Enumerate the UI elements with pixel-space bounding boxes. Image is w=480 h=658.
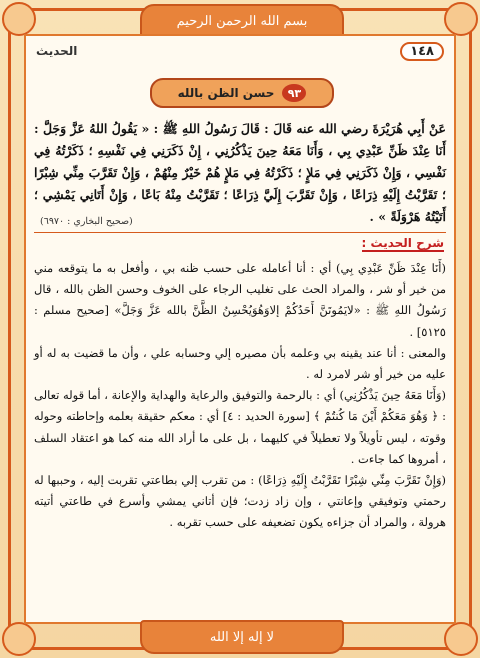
explanation-paragraph: (وَإِنْ تَقَرَّبَ مِنِّي شِبْرًا تَقَرَّبْتُ إِلَيْهِ ذِرَاعًا) : من تقرب إلي بطاعتي تقربت إليه ، وحببها له رحمتي وتوفيقي وإعانتي ، وإن زاد زدت؛ فإن أتاني يمشي وأسرع في طاعتي أتيته هرولة ، والمراد أن جزاءه يكون تضعيفه على حسب تقربه . [34, 473, 446, 530]
hadith-source: (صحيح البخاري : ٦٩٧٠) [40, 216, 133, 227]
section-name: الحديث [36, 44, 78, 58]
explanation-body [34, 258, 446, 534]
divider [34, 232, 446, 233]
page-header [36, 40, 444, 62]
corner-ornament [444, 622, 478, 656]
explanation-paragraph: (وَأَنَا مَعَهُ حِينَ يَذْكُرُنِي) أي : بالرحمة والتوفيق والرعاية والهداية والإعانة ، أما قوله تعالى : ﴿ وَهُوَ مَعَكُمْ أَيْنَ مَا كُنتُمْ ﴾ [سورة الحديد : ٤] أي : معكم حقيقة بعلمه وإحاطته وحوله وقوته ، ليس تأويلاً ولا تعطيلاً في كليهما ، بل على ما أراد الله منه كما هو اعتقاد السلف ، أمروها كما جاءت . [34, 388, 446, 466]
hadith-text: عَنْ أَبِي هُرَيْرَةَ رضي الله عنه قَالَ : قَالَ رَسُولُ اللهِ ﷺ : « يَقُولُ اللهُ عَزَّ وَجَلَّ : أَنَا عِنْدَ ظَنِّ عَبْدِي بِي ، وَأَنَا مَعَهُ حِينَ يَذْكُرُنِي ، إِنْ ذَكَرَنِي فِي نَفْسِهِ ؛ ذَكَرْتُهُ فِي نَفْسِي ، وَإِنْ ذَكَرَنِي فِي مَلإٍ ؛ ذَكَرْتُهُ فِي مَلإٍ هُمْ خَيْرٌ مِنْهُمْ ، وَإِنْ تَقَرَّبَ مِنِّي شِبْرًا ؛ تَقَرَّبْتُ إِلَيْهِ ذِرَاعًا ، وَإِنْ تَقَرَّبَ إِلَيَّ ذِرَاعًا ؛ تَقَرَّبْتُ مِنْهُ بَاعًا ، وَإِنْ أَتَانِي يَمْشِي ؛ أَتَيْتُهُ هَرْوَلَةً » . [34, 121, 446, 224]
explanation-heading: شرح الحديث : [361, 236, 444, 250]
hadith-title-banner [150, 78, 334, 108]
shahada-ornament: لا إله إلا الله [140, 620, 344, 654]
hadith-title: حسن الظن بالله [177, 86, 275, 100]
corner-ornament [2, 622, 36, 656]
hadith-number-badge: ٩٣ [282, 84, 306, 102]
explanation-paragraph: (أَنَا عِنْدَ ظَنِّ عَبْدِي بِي) أي : أنا أعامله على حسب ظنه بي ، وأفعل به ما يتوقعه مني من خير أو شر ، والمراد الحث على تغليب الرجاء على الخوف وحسن الظن بالله ، قال رَسُولُ اللهِ ﷺ : «لايَمُوتَنَّ أَحَدُكُمْ إلاوَهُوَيُحْسِنُ الظَّنَّ بالله عَزَّ وَجَلَّ» [صحيح مسلم : ٥١٢٥] . [34, 261, 446, 339]
corner-ornament [444, 2, 478, 36]
page-number: ١٤٨ [400, 42, 444, 61]
corner-ornament [2, 2, 36, 36]
basmala-ornament: بسم الله الرحمن الرحيم [140, 4, 344, 38]
explanation-paragraph: والمعنى : أنا عند يقينه بي وعلمه بأن مصيره إلي وحسابه علي ، وأن ما قضيت به له أو عليه من خير أو شر لامرد له . [34, 345, 446, 382]
